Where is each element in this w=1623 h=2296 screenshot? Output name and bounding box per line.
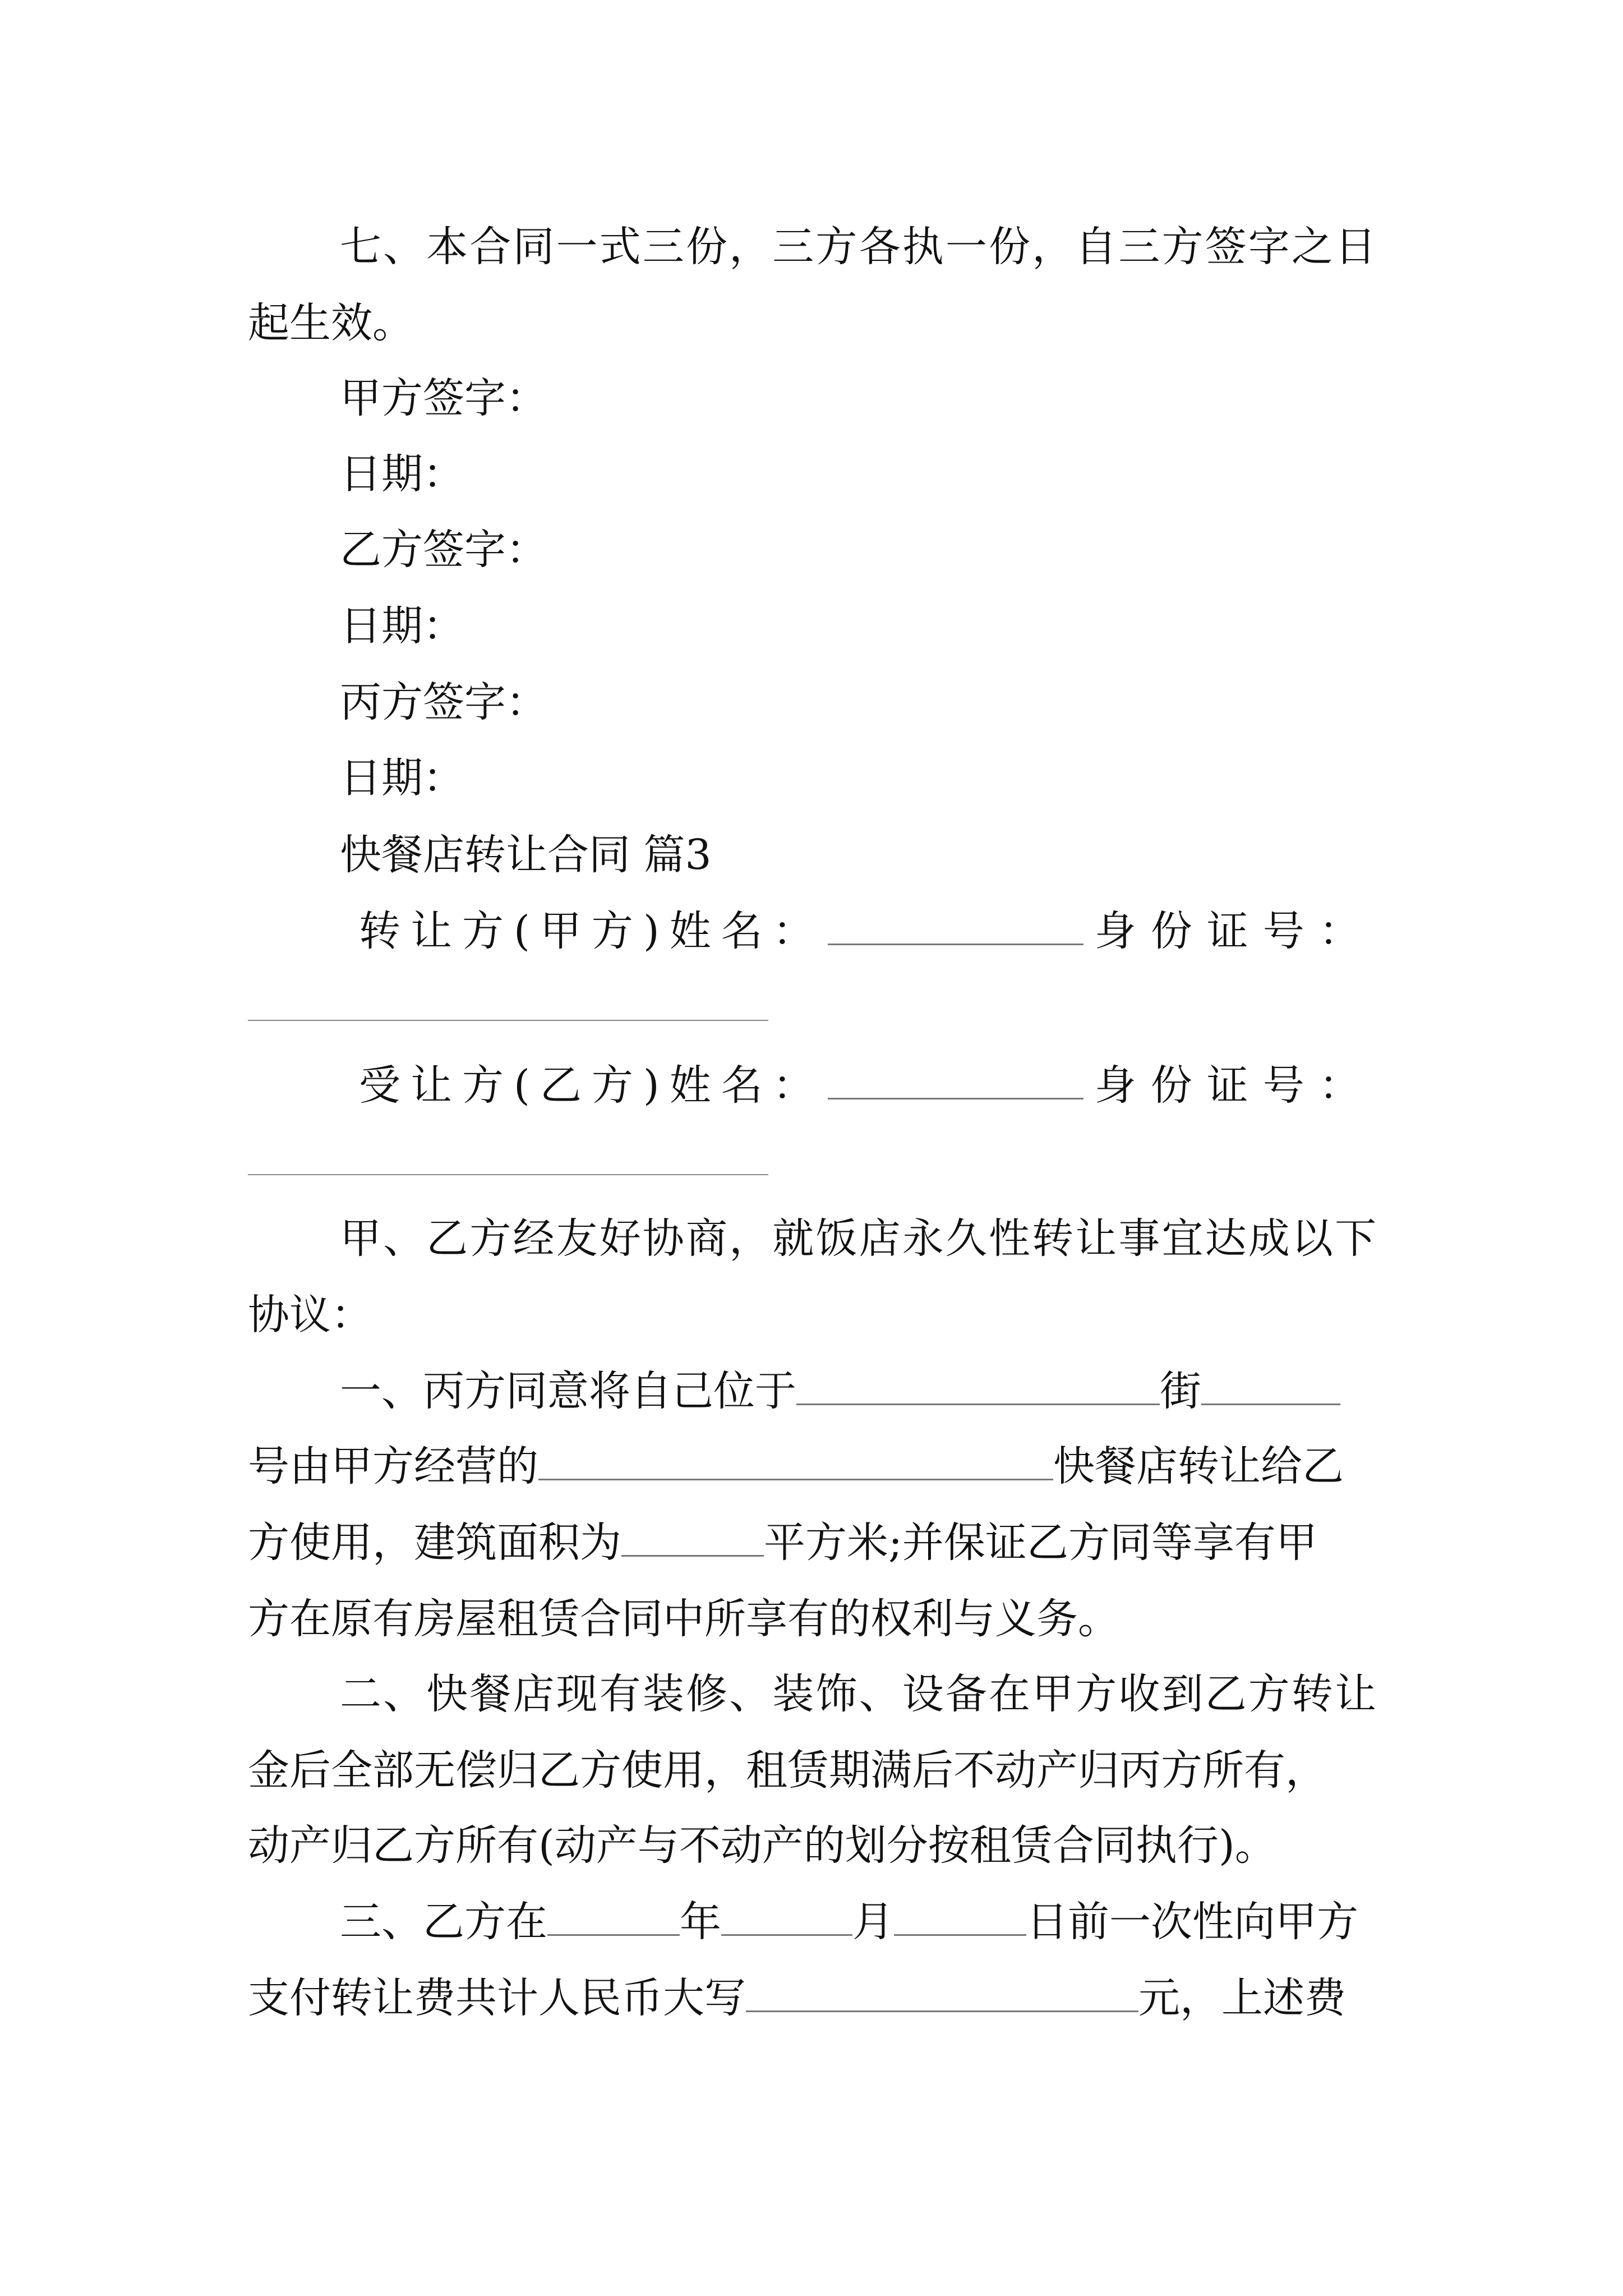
transferee-id-blank — [248, 1174, 768, 1175]
transferee-name-blank — [828, 1063, 1083, 1099]
transferor-id-blank — [248, 1020, 768, 1021]
section-heading: 快餐店转让合同 篇3 — [340, 831, 712, 879]
clause-2-line-2: 金后全部无偿归乙方使用，租赁期满后不动产归丙方所有， — [248, 1746, 1327, 1795]
clause-2-line-1: 二、快餐店现有装修、装饰、设备在甲方收到乙方转让 — [340, 1670, 1376, 1718]
transferee-line: 受让方(乙方)姓名： 身份证号： — [359, 1061, 1375, 1110]
day-blank — [894, 1899, 1026, 1936]
party-a-date: 日期： — [340, 450, 464, 498]
address-blank — [796, 1369, 1160, 1405]
intro-line-2: 协议： — [248, 1291, 372, 1339]
clause-3-line-1: 三、乙方在 年 月 日前一次性向甲方 — [340, 1898, 1358, 1946]
transferor-name-blank — [828, 909, 1083, 945]
month-blank — [721, 1899, 852, 1936]
party-b-signature: 乙方签字： — [340, 526, 547, 574]
area-blank — [621, 1520, 764, 1557]
party-b-date: 日期： — [340, 602, 464, 650]
clause-3-line-2: 支付转让费共计人民币大写 元，上述费 — [248, 1974, 1346, 2022]
clause-1-line-4: 方在原有房屋租赁合同中所享有的权利与义务。 — [248, 1595, 1119, 1643]
year-blank — [547, 1899, 680, 1936]
transferor-line: 转让方(甲方)姓名： 身份证号： — [359, 907, 1375, 955]
clause-2-line-3: 动产归乙方所有(动产与不动产的划分按租赁合同执行)。 — [248, 1821, 1276, 1870]
party-a-signature: 甲方签字： — [340, 374, 547, 422]
clause-1-line-3: 方使用，建筑面积为 平方米;并保证乙方同等享有甲 — [248, 1519, 1317, 1567]
operator-blank — [538, 1444, 1053, 1480]
party-c-date: 日期： — [340, 754, 464, 802]
intro-line-1: 甲、乙方经友好协商，就饭店永久性转让事宜达成以下 — [340, 1214, 1376, 1263]
clause-7-line-2: 起生效。 — [248, 299, 414, 347]
clause-1-line-1: 一、丙方同意将自己位于 街 — [340, 1363, 1376, 1419]
clause-1-line-2: 号由甲方经营的 快餐店转让给乙 — [248, 1442, 1344, 1490]
party-c-signature: 丙方签字： — [340, 678, 547, 726]
clause-7-line-1: 七、本合同一式三份，三方各执一份，自三方签字之日 — [340, 223, 1376, 271]
amount-blank — [746, 1976, 1138, 2012]
street-number-blank — [1201, 1369, 1340, 1405]
